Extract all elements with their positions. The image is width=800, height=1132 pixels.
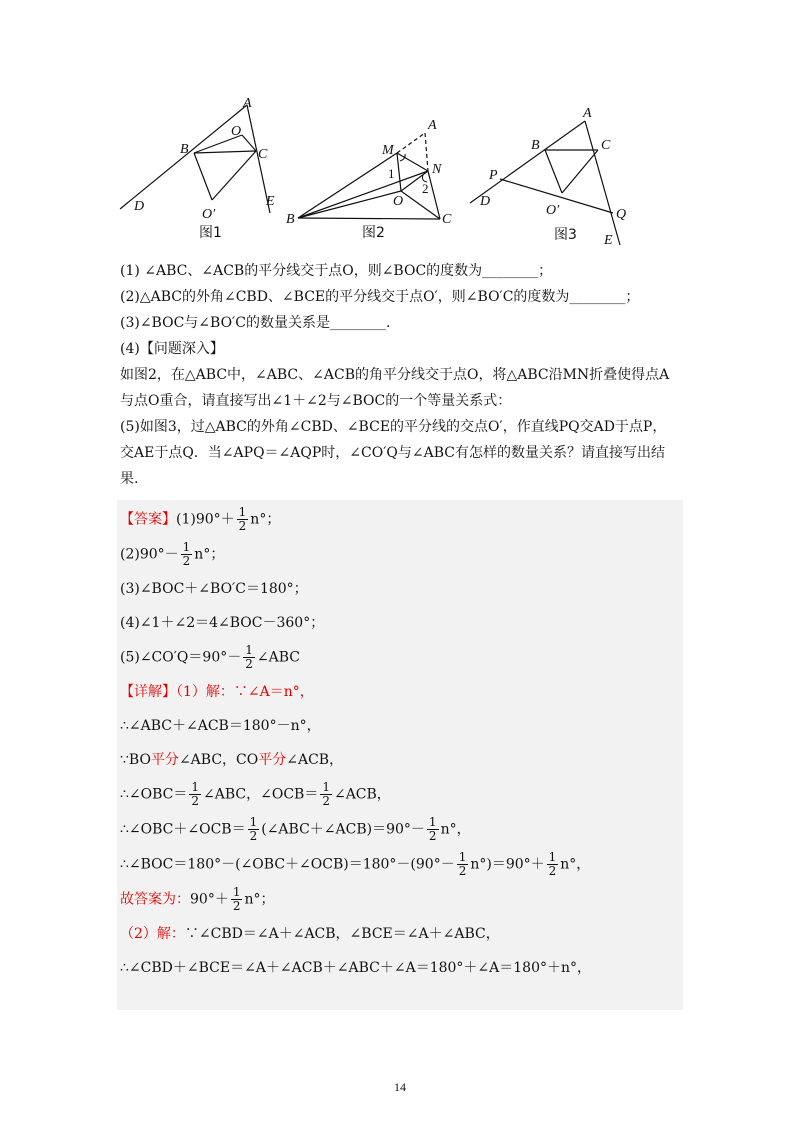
questions [120, 258, 680, 492]
fig3-label-p: P [489, 168, 498, 183]
figure-1 [120, 105, 270, 213]
answer-4: (4)∠1＋∠2＝4∠BOC－360°； [120, 615, 325, 631]
fig3-label-q: Q [616, 207, 627, 222]
fig2-label-a: A [428, 118, 437, 133]
answer-1: 【答案】(1)90°＋ $\frac{1}{2}$ n°； [120, 505, 281, 533]
fig1-label-c: C [258, 147, 268, 162]
answer-5: (5)∠CO′Q＝90°－ $\frac{1}{2}$ ∠ABC [120, 643, 300, 671]
detail-line-7: 故答案为：90°＋ $\frac{1}{2}$ n°； [120, 885, 275, 913]
fig2-label-n: N [432, 162, 442, 177]
fraction: $\frac{1}{2}$ [458, 850, 467, 878]
page-number: 14 [394, 1080, 406, 1094]
fig1-label-o: O [231, 124, 242, 139]
question-4-heading: (4)【问题深入】 [120, 341, 224, 357]
fraction: $\frac{1}{2}$ [245, 643, 253, 671]
fraction: $\frac{1}{2}$ [548, 850, 557, 878]
detail-line-4: ∴∠OBC＝ $\frac{1}{2}$ ∠ABC，∠OCB＝ $\frac{1}{2}$ ∠ACB， [120, 780, 391, 808]
fig3-label-a: A [583, 106, 592, 121]
fig3-label-o-prime: O′ [546, 203, 560, 218]
detail-line-2: ∴∠ABC＋∠ACB＝180°－n°， [120, 718, 321, 734]
figure-2 [298, 153, 440, 219]
figure-3 [470, 121, 620, 245]
fraction: $\frac{1}{2}$ [232, 885, 241, 913]
fraction: $\frac{1}{2}$ [249, 815, 258, 843]
geometry-figures [110, 95, 690, 255]
fraction: $\frac{1}{2}$ [428, 815, 437, 843]
detail-line-9: ∴∠CBD＋∠BCE＝∠A＋∠ACB＋∠ABC＋∠A＝180°＋∠A＝180°＋n°， [120, 960, 591, 976]
question-2: (2)△ABC的外角∠CBD、∠BCE的平分线交于点O′，则∠BO′C的度数为________； [120, 289, 640, 305]
answer-3: (3)∠BOC＋∠BO′C＝180°； [120, 581, 308, 597]
fraction: $\frac{1}{2}$ [191, 780, 200, 808]
question-4-text: 如图2，在△ABC中，∠ABC、∠ACB的角平分线交于点O，将△ABC沿MN折叠使得点A与点O重合，请直接写出∠1＋∠2与∠BOC的一个等量关系式： [120, 367, 670, 409]
detail-line-6: ∴∠BOC＝180°－(∠OBC＋∠OCB)＝180°－(90°－ $\frac{1}{2}$ n°)＝90°＋ $\frac{1}{2}$ n°， [120, 850, 591, 878]
question-1: (1) ∠ABC、∠ACB的平分线交于点O，则∠BOC的度数为________； [120, 263, 553, 279]
detail-line-8: （2）解：∵∠CBD＝∠A＋∠ACB，∠BCE＝∠A＋∠ABC， [120, 926, 500, 942]
fig2-folded-part [397, 133, 428, 171]
fig2-caption: 图2 [362, 225, 385, 241]
detail-line-1: 【详解】（1）解：∵∠A＝n°， [120, 684, 314, 700]
fig3-caption: 图3 [554, 227, 577, 243]
fig2-label-o: O [393, 194, 404, 209]
answer-tag: 【答案】 [120, 511, 176, 528]
fig1-label-e: E [266, 194, 275, 209]
fig2-label-1: 1 [388, 166, 395, 181]
detail-line-5: ∴∠OBC＋∠OCB＝ $\frac{1}{2}$ (∠ABC＋∠ACB)＝90°－ $\frac{1}{2}$ n°， [120, 815, 471, 843]
fig2-label-b: B [286, 212, 295, 227]
fraction: $\frac{1}{2}$ [238, 505, 247, 533]
fig1-label-a: A [243, 96, 252, 111]
answer-section [120, 506, 680, 989]
fig2-label-c: C [442, 212, 452, 227]
fraction: $\frac{1}{2}$ [182, 540, 191, 568]
fig2-label-2: 2 [422, 181, 429, 196]
question-3: (3)∠BOC与∠BO′C的数量关系是________. [120, 315, 391, 331]
fig2-label-m: M [382, 143, 394, 158]
fig3-label-e: E [604, 233, 613, 248]
answer-2: (2)90°－ $\frac{1}{2}$ n°； [120, 540, 225, 568]
fig1-caption: 图1 [199, 225, 222, 241]
fig3-label-c: C [601, 138, 611, 153]
fraction: $\frac{1}{2}$ [322, 780, 330, 808]
fig1-label-b: B [180, 142, 189, 157]
figures-area [110, 95, 690, 255]
detail-tag: 【详解】 [120, 684, 176, 700]
fig3-label-d: D [480, 194, 491, 209]
question-5: (5)如图3，过△ABC的外角∠CBD、∠BCE的平分线的交点O′，作直线PQ交AD于点P，交AE于点Q．当∠APQ＝∠AQP时，∠CO′Q与∠ABC有怎样的数量关系？请直接写出结果. [120, 419, 667, 487]
fig3-label-b: B [531, 138, 540, 153]
fig1-label-d: D [134, 199, 145, 214]
detail-line-3: ∵BO平分∠ABC，CO平分∠ACB， [120, 752, 344, 768]
fig1-label-o-prime: O′ [202, 207, 216, 222]
